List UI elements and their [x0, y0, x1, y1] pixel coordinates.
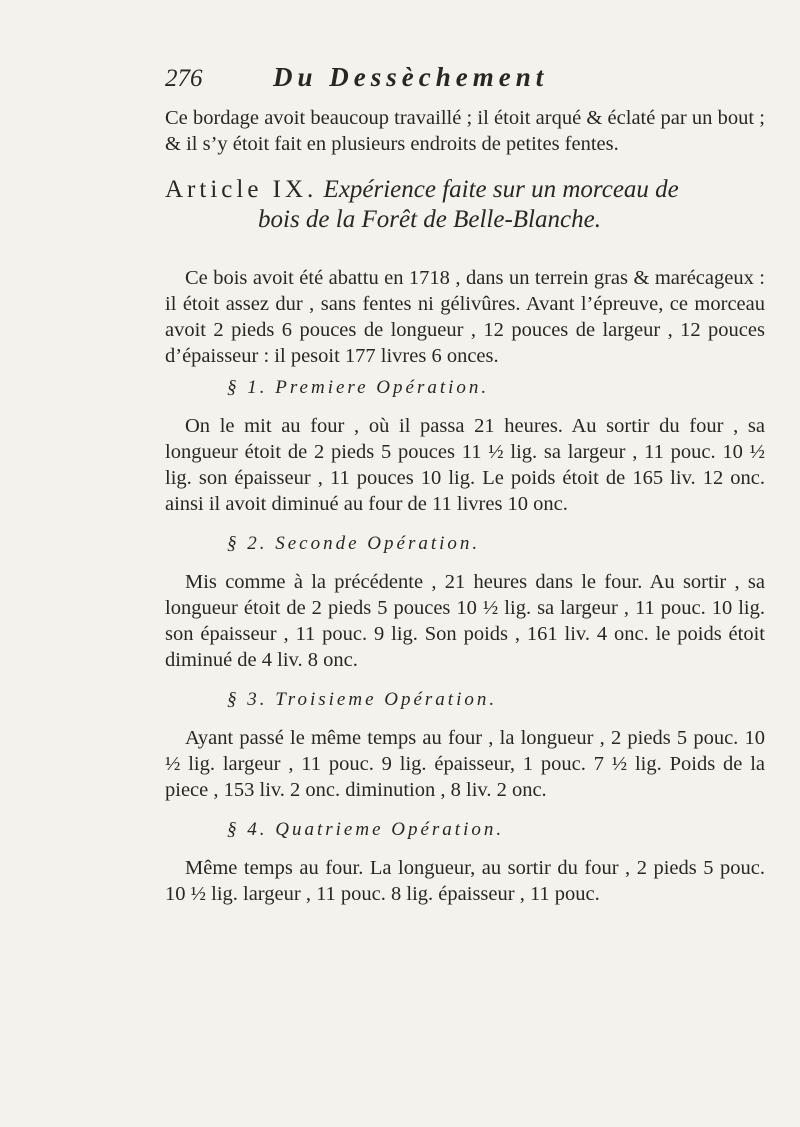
article-title-line-2: bois de la Forêt de Belle-Blanche. [258, 206, 601, 233]
paragraph-operation-4: Même temps au four. La longueur, au sortir du four , 2 pieds 5 pouc. 10 ½ lig. largeur , 11 pouc. 8 lig. épaisseur , 11 pouc. [165, 857, 765, 905]
page-number: 276 [165, 65, 203, 92]
paragraph-operation-1: On le mit au four , où il passa 21 heures. Au sortir du four , sa longueur étoit de 2 pieds 5 pouces 11 ½ lig. sa largeur , 11 pouc. 10 ½ lig. son épaisseur , 11 pouces 10 lig. Le poids étoit de 165 liv. 12 onc. ainsi il avoit diminué au four de 11 livres 10 onc. [165, 415, 765, 515]
paragraph-operation-2: Mis comme à la précédente , 21 heures dans le four. Au sortir , sa longueur étoit de 2 pieds 5 pouces 10 ½ lig. sa largeur , 11 pouc. 10 lig. son épaisseur , 11 pouc. 9 lig. Son poids , 161 liv. 4 onc. le poids étoit diminué de 4 liv. 8 onc. [165, 571, 765, 671]
running-title: Du Dessèchement [273, 62, 549, 92]
article-title-line-1: Expérience faite sur un morceau de [323, 176, 679, 203]
section-heading-4: § 4. Quatrieme Opération. [227, 819, 505, 840]
article-heading [165, 175, 765, 235]
paragraph-operation-3: Ayant passé le même temps au four , la longueur , 2 pieds 5 pouc. 10 ½ lig. largeur , 11 pouc. 9 lig. épaisseur, 1 pouc. 7 ½ lig. Poids de la piece , 153 liv. 2 onc. diminution , 8 liv. 2 onc. [165, 727, 765, 801]
section-heading-3: § 3. Troisieme Opération. [227, 689, 498, 710]
section-heading-2: § 2. Seconde Opération. [227, 533, 481, 554]
paragraph-description: Ce bois avoit été abattu en 1718 , dans un terrein gras & marécageux : il étoit assez dur , sans fentes ni gélivûres. Avant l’épreuve, ce morceau avoit 2 pieds 6 pouces de longueur , 12 pouces de largeur , 12 pouces d’épaisseur : il pesoit 177 livres 6 onces. [165, 267, 765, 367]
article-number: Article IX. [165, 176, 318, 203]
paragraph-bordage: Ce bordage avoit beaucoup travaillé ; il étoit arqué & éclaté par un bout ; & il s’y étoit fait en plusieurs endroits de petites fentes. [165, 107, 765, 155]
section-heading-1: § 1. Premiere Opération. [227, 377, 490, 398]
running-header [165, 62, 765, 93]
book-page [165, 62, 765, 907]
